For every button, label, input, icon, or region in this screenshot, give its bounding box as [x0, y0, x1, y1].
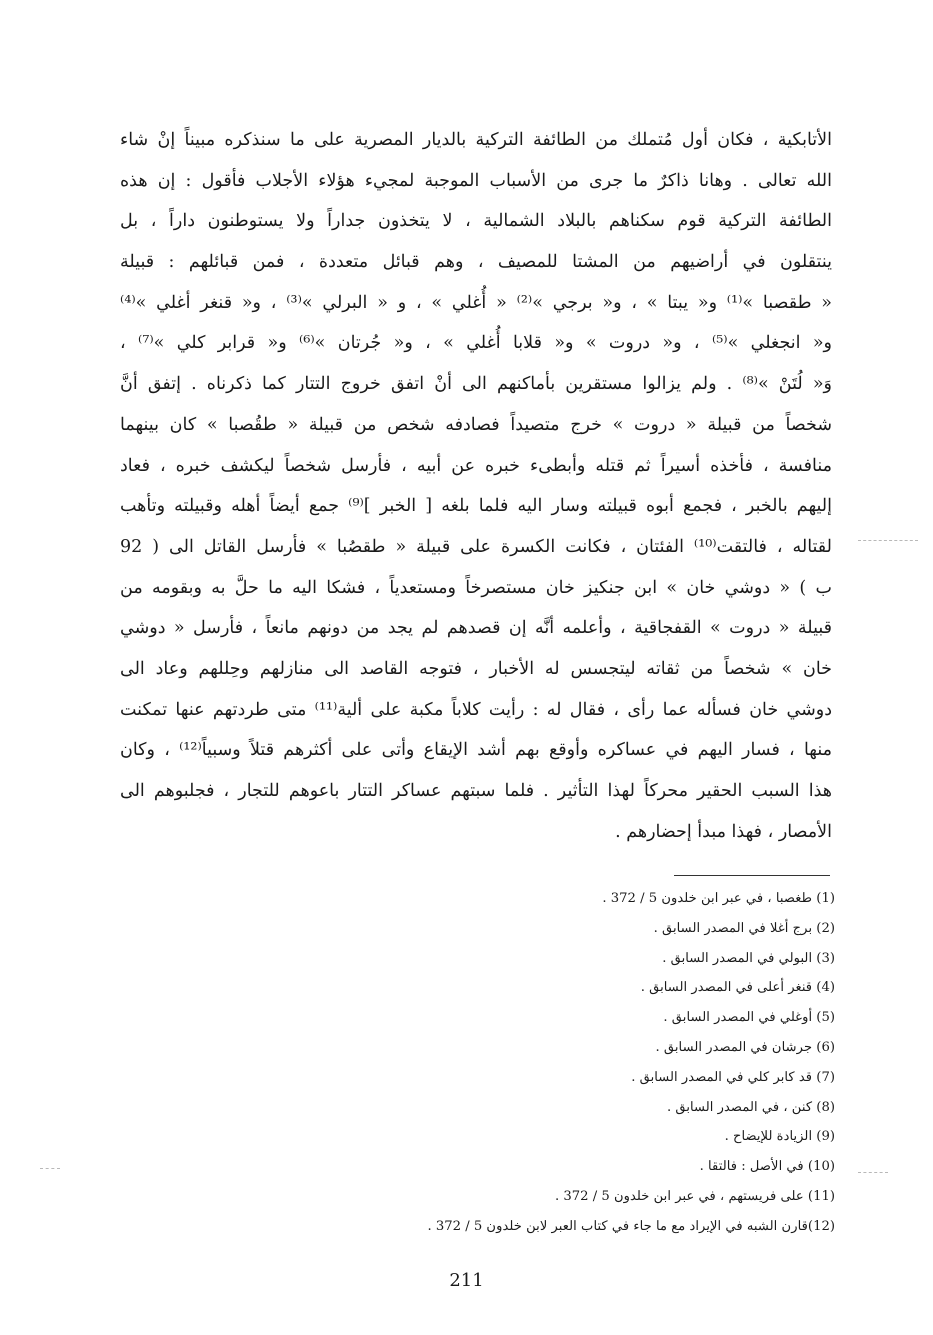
text-line: هذا السبب الحقير محركاً لهذا التأثير . فلما سبتهم عساكر التتار باعوهم للتجار ، فجلبوهم الى	[120, 781, 832, 801]
footnote-item: (12)قارن الشبه في الإيراد مع ما جاء في كتاب العبر لابن خلدون 5 / 372 .	[427, 1218, 835, 1234]
text-line: الأتابكية ، فكان أول مُتملك من الطائفة التركية بالديار المصرية على ما سنذكره مبيناً إنْ شاء	[120, 130, 832, 150]
footnote-item: (8) كنن ، في المصدر السابق .	[666, 1099, 835, 1115]
margin-scan-mark	[858, 1172, 888, 1173]
footnote-item: (6) جرشان في المصدر السابق .	[655, 1039, 835, 1055]
text-line: الطائفة التركية قوم سكناهم بالبلاد الشمالية ، لا يتخذون جداراً ولا يستوطنون داراً ، بل	[120, 211, 832, 232]
text-line: وَ« لُتَنْ »⁽⁸⁾ . ولم يزالوا مستقرين بأماكنهم الى أنْ اتفق خروج التتار كما ذكرناه . إتفق أنَّ	[120, 374, 832, 395]
footnote-item: (1) طغصبا ، في عبر ابن خلدون 5 / 372 .	[602, 891, 835, 906]
text-line: دوشي خان فسأله عما رأى ، فقال له : رأيت كلاباً مكبة على ألية⁽¹¹⁾ متى طردتهم عنها تمكنت	[120, 699, 832, 720]
text-line: ب ) « دوشي خان » ابن جنكيز خان مستصرخاً ومستعدياً ، فشكا اليه ما حلَّ به وبقومه من	[120, 577, 832, 598]
footnote-separator	[674, 875, 830, 876]
footnote-item: (4) قنغر أعلى في المصدر السابق .	[640, 980, 835, 996]
text-line: « طقصبا »⁽¹⁾ و« يبتا » ، و« برجي »⁽²⁾ « أُغلي » ، و « البرلي »⁽³⁾ ، و« قنغر أغلي »⁽⁴⁾	[120, 292, 832, 313]
text-line: لقتاله ، فالتقت⁽¹⁰⁾ الفئتان ، فكانت الكسرة على قبيلة « طقصُبا » فأرسل القاتل الى ( 92	[120, 536, 832, 557]
text-line: خان » شخصاً من ثقاته ليتجسس له الأخبار ، فتوجه القاصد الى منازلهم وحِللهم وعاد الى	[120, 658, 832, 679]
margin-scan-mark	[40, 1168, 60, 1169]
footnote-item: (10) في الأصل : فالتقا .	[699, 1159, 835, 1175]
text-line: إليهم بالخبر ، فجمع أبوه قبيلته وسار اليه فلما بلغه [ الخبر ]⁽⁹⁾ جمع أيضاً أهله وقبيلته وتأهب	[120, 496, 832, 517]
footnote-item: (2) برج أغلا في المصدر السابق .	[653, 920, 835, 936]
text-line: قبيلة « دروت » القفجاقية ، وأعلمه أنَّه إن قصدهم لم يجد من دونهم مانعاً ، فأرسل « دوشي	[120, 618, 832, 639]
text-line: شخصاً من قبيلة « دروت » خرج متصيداً فصادفه شخص من قبيلة « طقُصبا » كان بينهما	[120, 414, 832, 435]
margin-scan-mark	[858, 540, 918, 541]
footnote-item: (11) على فريستهم ، في عبر ابن خلدون 5 / 372 .	[554, 1188, 835, 1204]
footnote-item: (9) الزيادة للإيضاح .	[724, 1129, 835, 1145]
footnotes	[300, 884, 835, 1242]
text-line: و« انجغلي »⁽⁵⁾ ، و« دروت » و« قلابا أُغلي » ، و« جُرتان »⁽⁶⁾ و« قرابر كلي »⁽⁷⁾ ،	[120, 333, 832, 354]
text-line: منافسة ، فأخذه أسيراً ثم قتله وأبطىء خبره عن أبيه ، فأرسل شخصاً ليكشف خبره ، فعاد	[120, 455, 832, 476]
text-line: الأمصار ، فهذا مبدأ إحضارهم .	[615, 821, 832, 842]
text-line: الله تعالى . وهانا ذاكرٌ ما جرى من الأسباب الموجبة لمجيء هؤلاء الأجلاب فأقول : إن هذه	[120, 170, 832, 191]
page-number: 211	[449, 1270, 484, 1291]
main-text	[120, 120, 832, 852]
footnote-item: (5) أوغلي في المصدر السابق .	[663, 1010, 835, 1026]
footnote-item: (3) البولي في المصدر السابق .	[662, 950, 835, 966]
text-line: ينتقلون في أراضيهم من المشتا للمصيف ، وهم قبائل متعددة ، فمن قبائلهم : قبيلة	[120, 252, 832, 273]
text-line: منها ، فسار اليهم في عساكره وأوقع بهم أشد الإيقاع وأتى على أكثرهم قتلاً وسبياً⁽¹²⁾ ، وكان	[120, 740, 832, 761]
footnote-item: (7) قد كابر كلي في المصدر السابق .	[631, 1069, 835, 1085]
